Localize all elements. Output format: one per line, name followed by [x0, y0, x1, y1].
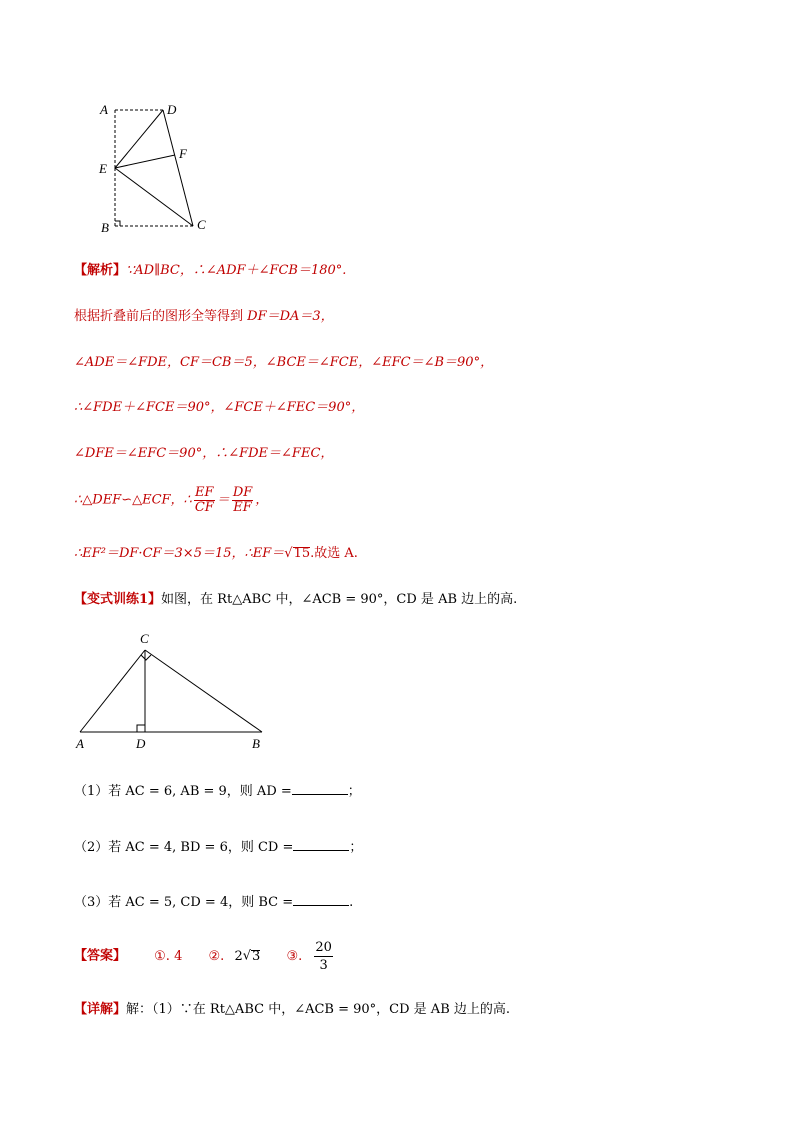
answer-line: 【答案】 ①. 4 ②. 2√3 ③. $\frac{20}{3}$ — [74, 940, 332, 973]
label-a: A — [100, 102, 108, 117]
exercise-line — [74, 592, 517, 608]
exercise-tag: 【变式训练1】 — [74, 592, 162, 607]
analysis-line-4: ∴∠FDE＋∠FCE＝90°，∠FCE＋∠FEC＝90°， — [74, 400, 365, 415]
question-3-blank — [293, 893, 349, 906]
label-c: C — [197, 217, 206, 232]
question-3-text: （3）若 AC = 5, CD = 4，则 BC = — [74, 895, 294, 910]
question-1-text: （1）若 AC = 6, AB = 9，则 AD = — [74, 784, 292, 799]
detail-tag: 【详解】 — [74, 1002, 127, 1017]
question-2-text: （2）若 AC = 4, BD = 6，则 CD = — [74, 840, 294, 855]
label-b: B — [101, 220, 109, 235]
fraction-df-ef-denominator: EF — [233, 500, 252, 515]
analysis-line-1 — [74, 263, 346, 279]
analysis-line-3: ∠ADE＝∠FDE，CF＝CB＝5，∠BCE＝∠FCE，∠EFC＝∠B＝90°， — [74, 355, 494, 370]
question-3 — [74, 893, 353, 911]
label-a2: A — [76, 736, 84, 751]
right-angle-b — [115, 221, 120, 226]
exercise-stem: 如图，在 Rt△ABC 中，∠ACB = 90°，CD 是 AB 边上的高. — [161, 592, 518, 607]
answer-2-sqrt: 3 — [252, 949, 261, 964]
fraction-df-ef — [232, 486, 253, 515]
detail-line — [74, 1002, 510, 1018]
analysis-line-5: ∠DFE＝∠EFC＝90°，∴∠FDE＝∠FEC， — [74, 446, 334, 461]
analysis-text-7-prefix: ∴EF²＝DF·CF＝3×5＝15，∴EF＝ — [74, 546, 285, 561]
answer-2-label: ②. — [208, 948, 225, 964]
analysis-text-1: ∵AD∥BC，∴∠ADF＋∠FCB＝180°. — [126, 263, 347, 278]
question-1-blank — [292, 782, 348, 795]
label-c2: C — [140, 631, 149, 646]
question-3-end: . — [349, 895, 354, 910]
fraction-ef-cf-denominator: CF — [194, 500, 214, 515]
question-2 — [74, 838, 362, 856]
segment-dc — [163, 110, 193, 226]
analysis-text-2-math: DF＝DA＝3， — [247, 309, 334, 324]
analysis-sqrt-15: 15 — [293, 546, 311, 561]
segment-ac — [80, 650, 145, 732]
answer-1: ①. 4 — [154, 948, 183, 964]
segment-ec — [115, 168, 193, 226]
answer-3-fraction — [314, 939, 333, 974]
analysis-tag: 【解析】 — [74, 263, 127, 278]
analysis-text-6-prefix: ∴△DEF∽△ECF，∴ — [74, 492, 192, 508]
analysis-text-2-prefix: 根据折叠前后的图形全等得到 — [74, 309, 248, 324]
question-1-end: ； — [347, 784, 361, 799]
analysis-text-7-suffix: .故选 A. — [310, 546, 358, 561]
answer-3-numerator: 20 — [315, 940, 332, 955]
segment-cb — [145, 650, 262, 732]
answer-tag: 【答案】 — [74, 948, 127, 964]
right-angle-c — [141, 655, 151, 660]
figure-2-diagram — [70, 625, 275, 755]
question-1 — [74, 782, 361, 800]
analysis-text-6-eq: ＝ — [216, 492, 230, 508]
fraction-df-ef-numerator: DF — [232, 485, 253, 500]
analysis-text-6-suffix: ， — [255, 492, 269, 508]
analysis-line-6 — [74, 486, 268, 515]
label-d2: D — [136, 736, 146, 751]
label-d: D — [167, 102, 177, 117]
fraction-ef-cf — [194, 486, 215, 515]
fraction-ef-cf-numerator: EF — [195, 485, 214, 500]
question-2-blank — [293, 838, 349, 851]
answer-2-coef: 2 — [234, 948, 243, 964]
answer-3-label: ③. — [286, 948, 303, 964]
label-e: E — [99, 161, 107, 176]
figure-1-diagram — [95, 98, 220, 238]
analysis-line-2 — [74, 309, 334, 325]
label-b2: B — [252, 736, 260, 751]
answer-3-denominator: 3 — [319, 958, 328, 973]
label-f: F — [179, 146, 187, 161]
right-angle-d — [137, 725, 145, 732]
detail-text: 解：（1）∵在 Rt△ABC 中，∠ACB = 90°，CD 是 AB 边上的高. — [126, 1002, 511, 1017]
analysis-line-7: ∴EF²＝DF·CF＝3×5＝15，∴EF＝√15.故选 A. — [74, 546, 358, 561]
question-2-end: ； — [349, 840, 363, 855]
